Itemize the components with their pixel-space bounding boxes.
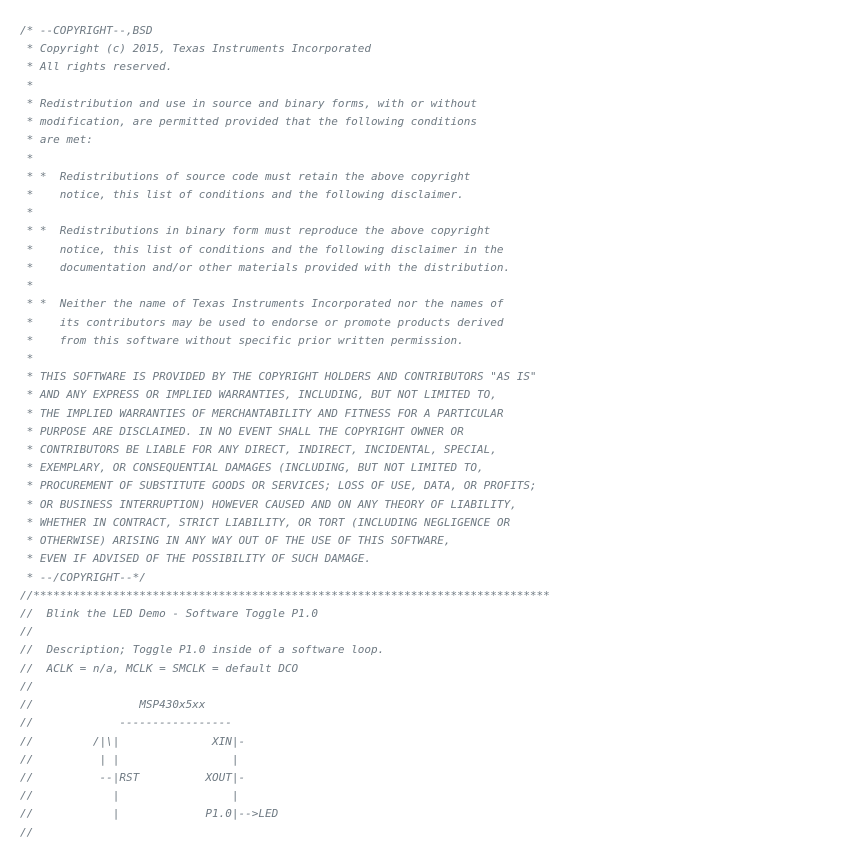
- code-line: //: [20, 825, 34, 839]
- code-line: * AND ANY EXPRESS OR IMPLIED WARRANTIES, INCLUDING, BUT NOT LIMITED TO,: [20, 388, 497, 402]
- code-line: // --|RST XOUT|-: [20, 770, 246, 784]
- code-line: //: [20, 679, 34, 693]
- code-line: *: [20, 279, 34, 293]
- code-line: * EXEMPLARY, OR CONSEQUENTIAL DAMAGES (INCLUDING, BUT NOT LIMITED TO,: [20, 461, 484, 475]
- code-line: * All rights reserved.: [20, 60, 173, 74]
- code-line: * notice, this list of conditions and the following disclaimer in the: [20, 242, 504, 256]
- code-line: // MSP430x5xx: [20, 698, 206, 712]
- code-line: // Blink the LED Demo - Software Toggle P1.0: [20, 607, 319, 620]
- code-line: * OTHERWISE) ARISING IN ANY WAY OUT OF THE USE OF THIS SOFTWARE,: [20, 534, 451, 548]
- code-line: //: [20, 625, 34, 639]
- code-line: * its contributors may be used to endorse or promote products derived: [20, 315, 504, 329]
- code-line: * notice, this list of conditions and the following disclaimer.: [20, 187, 464, 201]
- code-line: * * Neither the name of Texas Instruments Incorporated nor the names of: [20, 297, 504, 311]
- code-line: *: [20, 151, 34, 165]
- code-line: * WHETHER IN CONTRACT, STRICT LIABILITY, OR TORT (INCLUDING NEGLIGENCE OR: [20, 515, 511, 529]
- code-line: *: [20, 206, 34, 220]
- code-line: // | P1.0|-->LED: [20, 807, 279, 821]
- code-line: * PROCUREMENT OF SUBSTITUTE GOODS OR SERVICES; LOSS OF USE, DATA, OR PROFITS;: [20, 479, 537, 493]
- code-line: /* --COPYRIGHT--,BSD: [20, 24, 153, 37]
- code-line: // -----------------: [20, 716, 232, 730]
- code-line: * are met:: [20, 133, 93, 147]
- code-line: * THE IMPLIED WARRANTIES OF MERCHANTABILITY AND FITNESS FOR A PARTICULAR: [20, 406, 504, 420]
- code-line: // | |: [20, 789, 239, 803]
- code-line: * THIS SOFTWARE IS PROVIDED BY THE COPYRIGHT HOLDERS AND CONTRIBUTORS "AS IS": [20, 370, 537, 384]
- code-line: * documentation and/or other materials provided with the distribution.: [20, 260, 511, 274]
- code-line: * --/COPYRIGHT--*/: [20, 570, 146, 584]
- code-line: * from this software without specific prior written permission.: [20, 333, 464, 347]
- code-line: * CONTRIBUTORS BE LIABLE FOR ANY DIRECT, INDIRECT, INCIDENTAL, SPECIAL,: [20, 443, 497, 457]
- code-line: * modification, are permitted provided that the following conditions: [20, 115, 477, 129]
- code-line: // | | |: [20, 752, 239, 766]
- code-line: * Copyright (c) 2015, Texas Instruments Incorporated: [20, 42, 371, 56]
- code-viewer[interactable]: [20, 22, 840, 848]
- code-line: * * Redistributions in binary form must reproduce the above copyright: [20, 224, 491, 238]
- code-line: * PURPOSE ARE DISCLAIMED. IN NO EVENT SHALL THE COPYRIGHT OWNER OR: [20, 424, 464, 438]
- code-line: * EVEN IF ADVISED OF THE POSSIBILITY OF SUCH DAMAGE.: [20, 552, 371, 566]
- code-line: *: [20, 78, 34, 92]
- code-line: * OR BUSINESS INTERRUPTION) HOWEVER CAUSED AND ON ANY THEORY OF LIABILITY,: [20, 497, 517, 511]
- code-block: [20, 22, 840, 842]
- code-line: // Description; Toggle P1.0 inside of a software loop.: [20, 643, 385, 657]
- code-line: //******************************************************************************: [20, 588, 550, 602]
- code-line: * Redistribution and use in source and binary forms, with or without: [20, 96, 477, 110]
- code-line: * * Redistributions of source code must retain the above copyright: [20, 169, 471, 183]
- code-line: *: [20, 351, 34, 365]
- code-line: // ACLK = n/a, MCLK = SMCLK = default DCO: [20, 661, 299, 675]
- code-line: // /|\| XIN|-: [20, 734, 246, 748]
